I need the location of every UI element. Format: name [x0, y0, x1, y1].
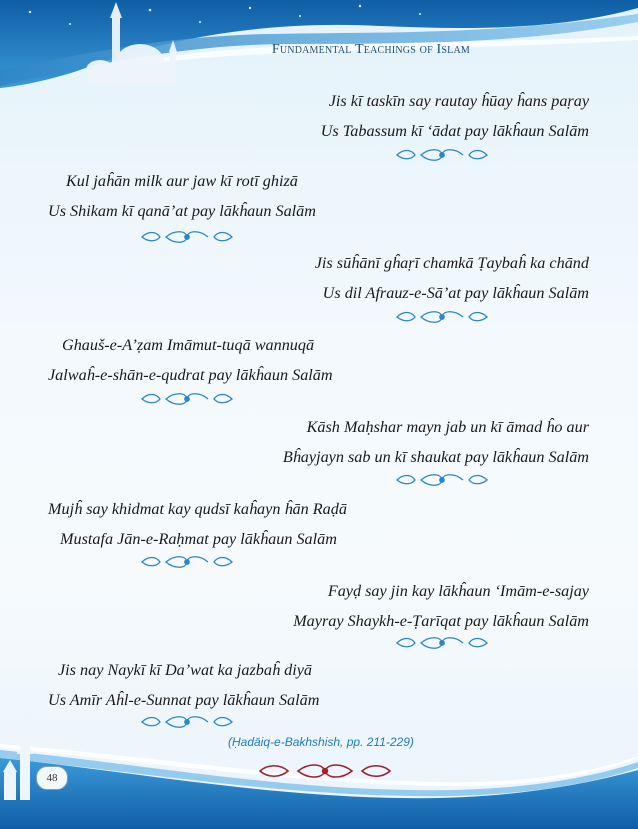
verse-1: [321, 86, 589, 146]
bottom-red-ornament-icon: [258, 764, 392, 778]
verse-4: [48, 330, 333, 390]
verse-6: [48, 494, 347, 554]
divider-ornament-icon: [395, 637, 489, 649]
divider-ornament-icon: [395, 474, 489, 486]
verse-line: Kāsh Maḥshar mayn jab un kī āmad ĥo aur: [306, 418, 589, 436]
divider-ornament-icon: [395, 311, 489, 323]
divider-ornament-icon: [140, 393, 234, 405]
verse-line: Jis nay Naykī kī Da’wat ka jazbaĥ diyā: [58, 661, 313, 679]
verse-2: [48, 166, 316, 226]
page-number: 48: [36, 766, 68, 790]
verse-line: Fayḍ say jin kay lākĥaun ‘Imām-e-sajay: [327, 582, 589, 600]
verse-line: Ghauš-e-A’ẓam Imāmut-tuqā wannuqā: [62, 336, 315, 354]
verse-line: Us dil Afrauz-e-Sā’at pay lākĥaun Salām: [322, 284, 589, 302]
verse-line: Us Amīr Aĥl-e-Sunnat pay lākĥaun Salām: [48, 691, 320, 709]
divider-ornament-icon: [395, 149, 489, 161]
verse-line: Us Tabassum kī ‘ādat pay lākĥaun Salām: [320, 122, 589, 140]
verse-line: Bĥayjayn sab un kī shaukat pay lākĥaun Salām: [282, 448, 589, 466]
running-title: Fundamental Teachings of Islam: [271, 42, 470, 57]
divider-ornament-icon: [140, 556, 234, 568]
verse-line: Jis sūĥānī gĥaṛī chamkā Ṭaybaĥ ka chānd: [314, 254, 589, 272]
verse-line: Jis kī taskīn say rautay ĥūay ĥans paṛay: [328, 92, 589, 110]
verse-5: [283, 412, 589, 472]
verse-line: Mustafa Jān-e-Raḥmat pay lākĥaun Salām: [60, 530, 337, 548]
verse-line: Jalwaĥ-e-shān-e-qudrat pay lākĥaun Salām: [48, 366, 333, 384]
verse-line: Us Shikam kī qanā’at pay lākĥaun Salām: [48, 202, 316, 220]
verse-line: Kul jaĥān milk aur jaw kī rotī ghizā: [66, 172, 298, 190]
verse-3: [315, 248, 589, 308]
verse-line: Mujĥ say khidmat kay qudsī kaĥayn ĥān Raḍā: [48, 500, 347, 518]
citation: (Ḥadāiq-e-Bakhshish, pp. 211-229): [228, 735, 414, 749]
verse-7: [293, 576, 589, 636]
verse-line: Mayray Shaykh-e-Ṭarīqat pay lākĥaun Salām: [293, 612, 589, 630]
divider-ornament-icon: [140, 231, 234, 243]
